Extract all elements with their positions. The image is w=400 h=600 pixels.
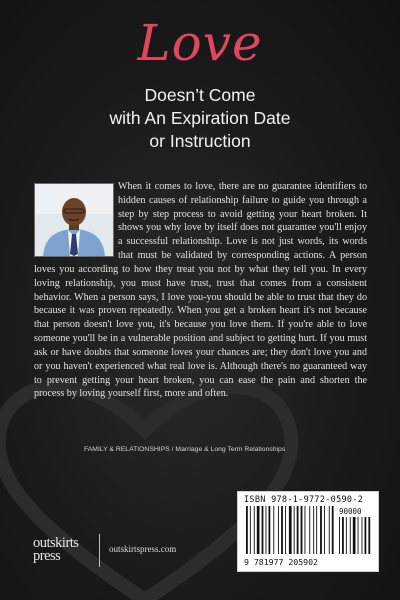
addon-barcode-bar: [339, 517, 340, 554]
publisher-logo-line-1: outskirts: [33, 535, 79, 551]
barcode-bar: [262, 506, 264, 554]
addon-barcode-bar: [350, 517, 351, 554]
addon-barcode-bar: [353, 517, 356, 554]
barcode-bar: [289, 506, 292, 554]
barcode-bar: [309, 506, 310, 554]
barcode-bar: [269, 506, 271, 554]
barcode-bar: [305, 506, 306, 554]
title-line-2: with An Expiration Date: [109, 108, 291, 128]
barcode-bar: [297, 506, 299, 554]
barcode-bar: [285, 506, 286, 554]
addon-barcode-bar: [368, 517, 370, 554]
addon-barcode-bar: [365, 517, 367, 554]
addon-barcode-bar: [358, 517, 359, 554]
barcode-bar: [281, 506, 283, 554]
barcode-bar: [316, 506, 317, 554]
barcode-bar: [257, 506, 260, 554]
barcode-bar: [313, 506, 314, 554]
barcode-bar: [332, 506, 334, 554]
barcode-bar: [320, 506, 322, 554]
barcode-bar: [254, 506, 255, 554]
publisher-logo-line-2: press: [33, 548, 61, 565]
bisac-category: FAMILY & RELATIONSHIPS / Marriage & Long Term Relationships: [84, 446, 286, 453]
addon-barcode-bar: [342, 517, 344, 554]
price-code: 90000: [339, 507, 362, 516]
barcode-bar: [329, 506, 330, 554]
barcode-bar: [294, 506, 295, 554]
barcode-digits: 9 781977 205902: [244, 557, 318, 567]
back-cover-blurb: When it comes to love, there are no guarantee identifiers to hidden causes of relationship failure to guide you through a step by step process to avoid getting your heart broken. It shows you why love by itself does not guarantee you'll enjoy a successful relationship. Love is not just words, its words that must be validated by corresponding actions. A person loves you according to how they treat you not by what they tell you. In every loving relationship, you must have trust, trust that comes from a consistent behavior. When a person says, I love you-you should be able to trust that they do because it was proven repeatedly. When you get a broken heart it's not because that person doesn't love you, it's because you love them. If you're able to love someone you'll be in a vulnerable position and subject to getting hurt. If you must ask or have doubts that someone loves your chances are; they don't love you and or you haven't experienced what real love is. Although there's no guaranteed way to prevent getting your heart broken, you can ease the pain and shorten the process by loving yourself first, more and often.: [34, 181, 367, 400]
isbn-text: ISBN 978-1-9772-0590-2: [244, 495, 364, 505]
publisher-logo: [33, 537, 78, 563]
barcode-bar: [301, 506, 303, 554]
addon-barcode-bar: [346, 517, 347, 554]
logo-divider: [99, 534, 100, 567]
addon-barcode-bar: [362, 517, 363, 554]
barcode-bar: [250, 506, 251, 554]
barcode-bar: [278, 506, 279, 554]
title-script-love: Love: [137, 14, 263, 72]
barcode-bar: [324, 506, 325, 554]
title-line-3: or Instruction: [149, 131, 251, 151]
barcode-bar: [273, 506, 274, 554]
publisher-url: outskirtspress.com: [109, 544, 177, 554]
barcode-bar: [246, 506, 248, 554]
title-line-1: Doesn’t Come: [144, 85, 256, 105]
barcode-bar: [266, 506, 267, 554]
isbn-barcode: [237, 491, 379, 572]
